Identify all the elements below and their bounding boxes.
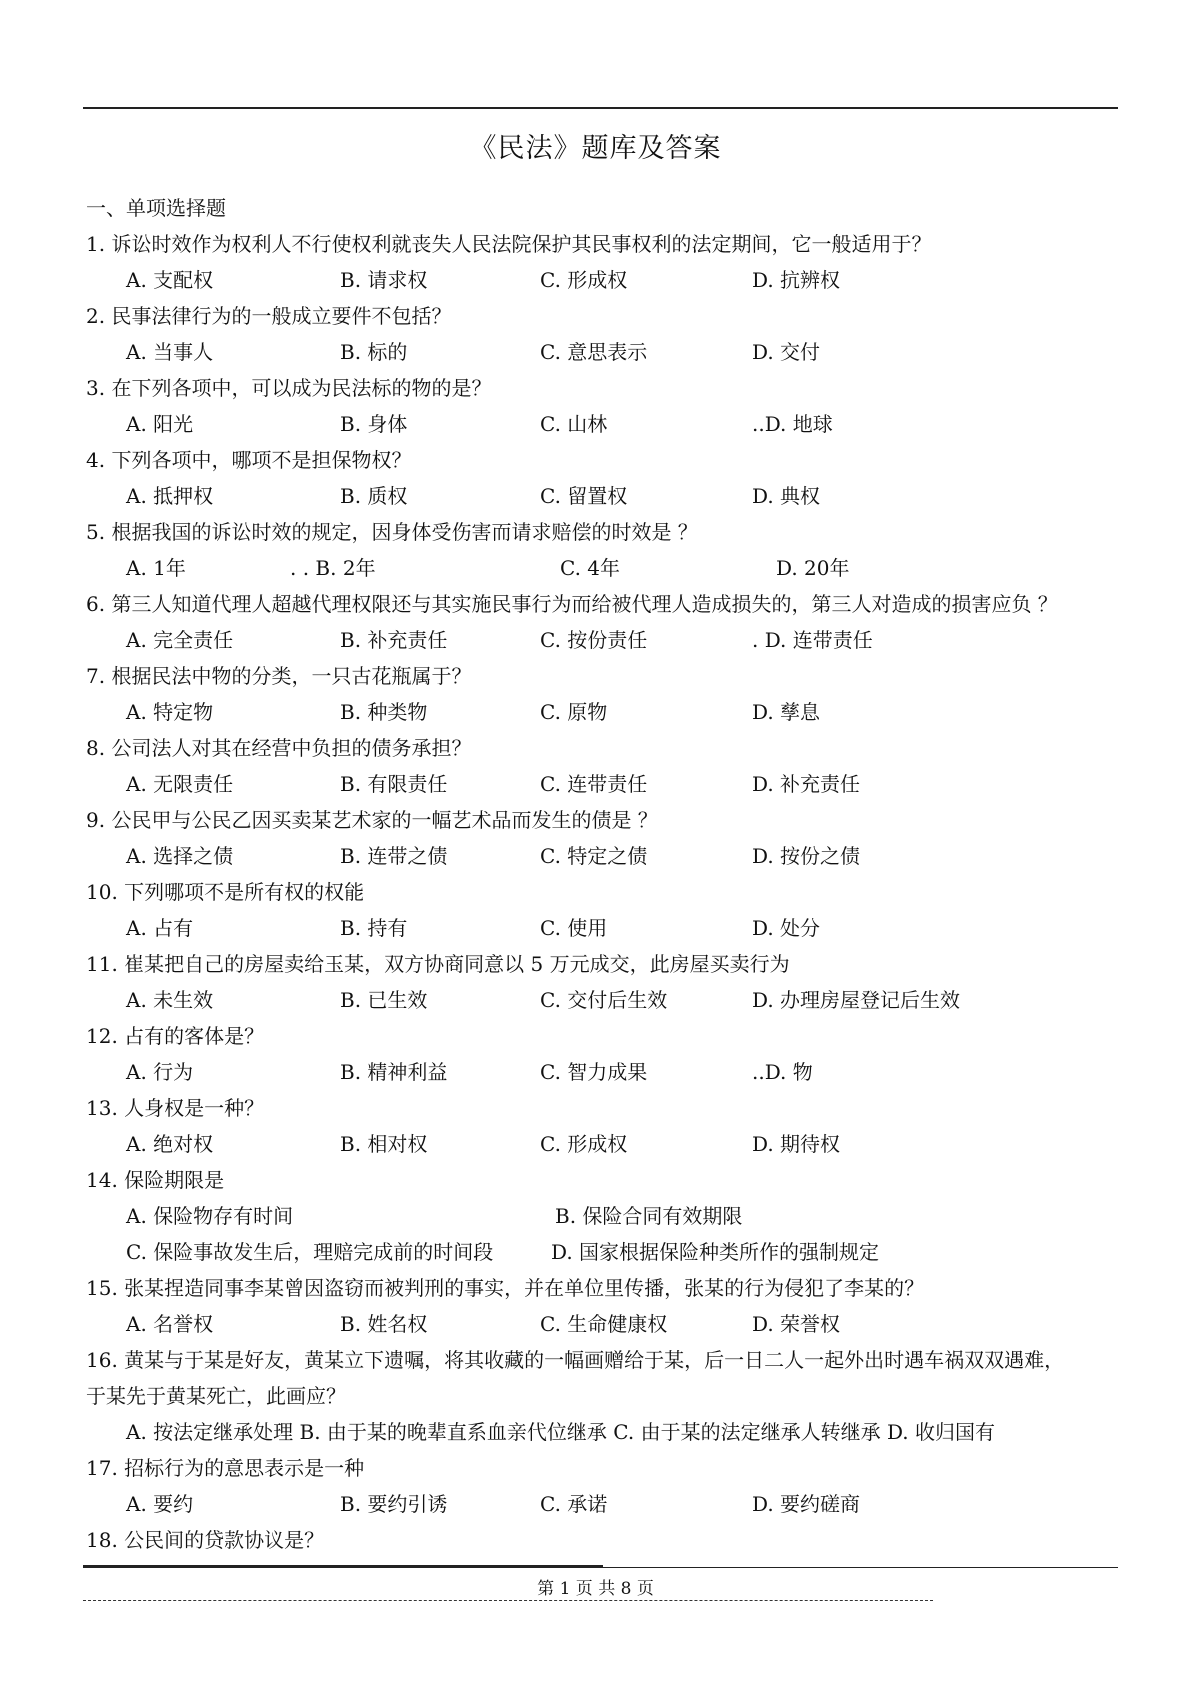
answer-option: A. 选择之债 [126,844,234,868]
answer-option: B. 已生效 [340,988,428,1012]
question-text: 1. 诉讼时效作为权利人不行使权利就丧失人民法院保护其民事权利的法定期间，它一般适用于？ [86,232,932,256]
answer-option: A. 当事人 [126,340,214,364]
answer-option: B. 要约引诱 [340,1492,448,1516]
answer-option: A. 行为 [126,1060,194,1084]
answer-option: C. 特定之债 [540,844,648,868]
question-text: 6. 第三人知道代理人超越代理权限还与其实施民事行为而给被代理人造成损失的，第三人对造成的损害应负 ？ [86,592,1058,616]
answer-option: A. 完全责任 [126,628,234,652]
question-text: 10. 下列哪项不是所有权的权能 [86,880,365,904]
answer-option: D. 期待权 [752,1132,841,1156]
answer-option: C. 形成权 [540,1132,628,1156]
answer-option: C. 留置权 [540,484,628,508]
answer-option: C. 连带责任 [540,772,648,796]
header-rule [83,107,1118,109]
question-text: 12. 占有的客体是？ [86,1024,265,1048]
answer-option: B. 质权 [340,484,408,508]
question-text: 11. 崔某把自己的房屋卖给玉某，双方协商同意以 5 万元成交，此房屋买卖行为 [86,952,790,976]
answer-option: C. 保险事故发生后，理赔完成前的时间段 [126,1240,494,1264]
answer-option: A. 要约 [126,1492,194,1516]
answer-option: B. 姓名权 [340,1312,428,1336]
question-text: 9. 公民甲与公民乙因买卖某艺术家的一幅艺术品而发生的债是 ？ [86,808,658,832]
answer-option: B. 补充责任 [340,628,448,652]
answer-option: A. 特定物 [126,700,214,724]
answer-option: B. 连带之债 [340,844,448,868]
answer-option: A. 支配权 [126,268,214,292]
answer-option: A. 1年 [126,556,186,580]
answer-option: C. 按份责任 [540,628,648,652]
answer-option: C. 意思表示 [540,340,648,364]
answer-option: C. 生命健康权 [540,1312,668,1336]
answer-option: C. 交付后生效 [540,988,668,1012]
answer-option: A. 无限责任 [126,772,234,796]
answer-option: B. 请求权 [340,268,428,292]
answer-options-inline: A. 按法定继承处理 B. 由于某的晚辈直系血亲代位继承 C. 由于某的法定继承人转继承 D. 收归国有 [126,1420,995,1444]
answer-option: C. 使用 [540,916,608,940]
answer-option: D. 补充责任 [752,772,861,796]
answer-option: ..D. 地球 [752,412,833,436]
answer-option: B. 标的 [340,340,408,364]
answer-option: C. 原物 [540,700,608,724]
question-text: 13. 人身权是一种？ [86,1096,265,1120]
answer-option: C. 承诺 [540,1492,608,1516]
answer-option: . . B. 2年 [290,556,376,580]
question-text: 7. 根据民法中物的分类，一只古花瓶属于？ [86,664,472,688]
answer-option: B. 保险合同有效期限 [555,1204,743,1228]
answer-option: B. 种类物 [340,700,428,724]
question-text: 5. 根据我国的诉讼时效的规定，因身体受伤害而请求赔偿的时效是 ？ [86,520,698,544]
page-title: 《民法》题库及答案 [469,133,722,164]
answer-option: C. 形成权 [540,268,628,292]
answer-option: C. 4年 [560,556,621,580]
answer-option: B. 持有 [340,916,408,940]
answer-option: D. 办理房屋登记后生效 [752,988,961,1012]
answer-option: D. 孳息 [752,700,821,724]
page-number: 第 1 页 共 8 页 [537,1579,654,1599]
question-text: 18. 公民间的贷款协议是？ [86,1528,325,1552]
answer-option: D. 按份之债 [752,844,861,868]
answer-option: C. 智力成果 [540,1060,648,1084]
dashed-separator [83,1600,933,1601]
answer-option: D. 典权 [752,484,821,508]
question-text: 14. 保险期限是 [86,1168,225,1192]
question-text: 17. 招标行为的意思表示是一种 [86,1456,365,1480]
answer-option: B. 相对权 [340,1132,428,1156]
footer-rule [83,1567,1118,1568]
answer-option: A. 抵押权 [126,484,214,508]
section-heading: 一、单项选择题 [86,196,226,220]
answer-option: B. 精神利益 [340,1060,448,1084]
answer-option: A. 保险物存有时间 [126,1204,294,1228]
question-text: 16. 黄某与于某是好友，黄某立下遗嘱，将其收藏的一幅画赠给于某，后一日二人一起外出时遇车祸双双遇难， [86,1348,1065,1372]
answer-option: D. 20年 [776,556,850,580]
answer-option: D. 要约磋商 [752,1492,861,1516]
question-text: 3. 在下列各项中，可以成为民法标的物的是？ [86,376,492,400]
answer-option: C. 山林 [540,412,608,436]
question-text: 8. 公司法人对其在经营中负担的债务承担？ [86,736,472,760]
answer-option: B. 身体 [340,412,408,436]
answer-option: ..D. 物 [752,1060,813,1084]
answer-option: A. 占有 [126,916,194,940]
answer-option: . D. 连带责任 [752,628,873,652]
question-text: 于某先于黄某死亡，此画应？ [86,1384,346,1408]
answer-option: D. 处分 [752,916,821,940]
answer-option: D. 荣誉权 [752,1312,841,1336]
answer-option: D. 交付 [752,340,821,364]
answer-option: D. 国家根据保险种类所作的强制规定 [551,1240,880,1264]
answer-option: A. 绝对权 [126,1132,214,1156]
question-text: 15. 张某捏造同事李某曾因盗窃而被判刑的事实，并在单位里传播，张某的行为侵犯了李某的？ [86,1276,925,1300]
answer-option: A. 名誉权 [126,1312,214,1336]
answer-option: D. 抗辨权 [752,268,841,292]
answer-option: A. 未生效 [126,988,214,1012]
answer-option: B. 有限责任 [340,772,448,796]
question-text: 4. 下列各项中，哪项不是担保物权？ [86,448,412,472]
question-text: 2. 民事法律行为的一般成立要件不包括？ [86,304,452,328]
answer-option: A. 阳光 [126,412,194,436]
